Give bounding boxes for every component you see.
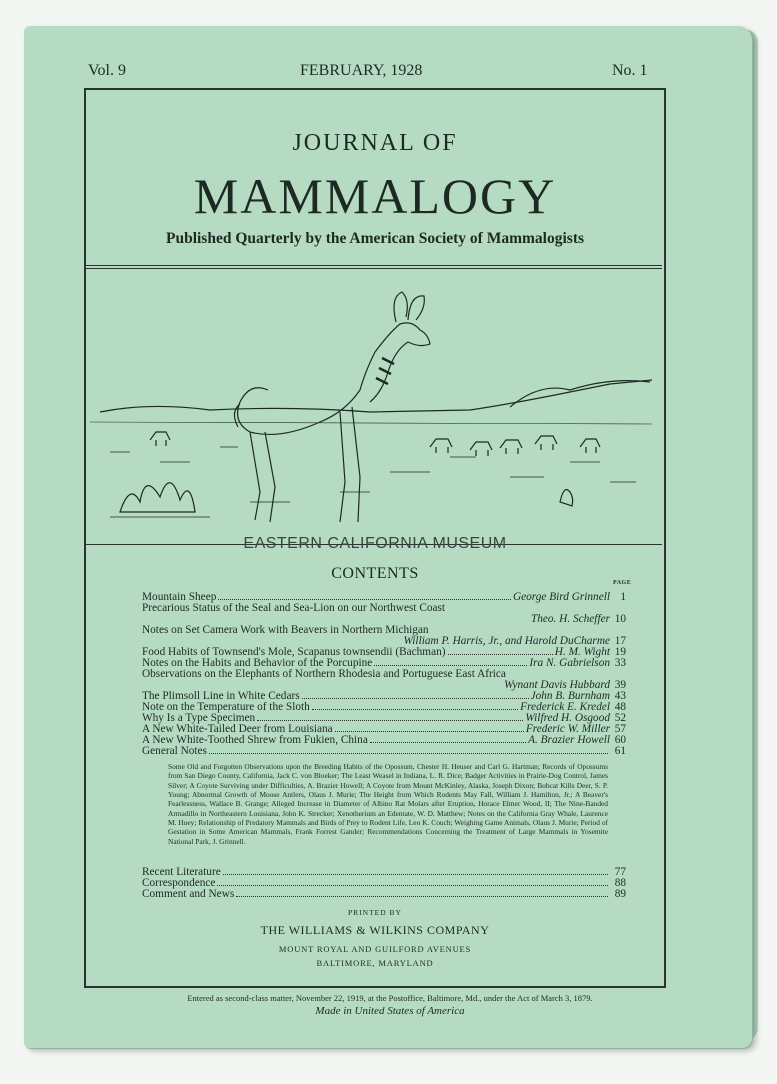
page-column-heading: PAGE bbox=[613, 580, 632, 586]
contents-entry-author: Wynant Davis Hubbard bbox=[504, 679, 610, 691]
printed-by-label: PRINTED BY bbox=[348, 908, 402, 917]
contents-entry bbox=[142, 889, 610, 900]
journal-subtitle: Published Quarterly by the American Society of Mammalogists bbox=[165, 230, 585, 247]
contents-entry-title: Recent Literature bbox=[142, 866, 221, 878]
contents-entry-title: A New White-Tailed Deer from Louisiana bbox=[142, 723, 333, 735]
contents-heading: CONTENTS bbox=[331, 565, 419, 582]
contents-entry bbox=[142, 735, 610, 746]
contents-entry-author: Theo. H. Scheffer bbox=[530, 613, 610, 625]
contents-entry-page: 52 bbox=[614, 712, 626, 724]
contents-entry-page: 10 bbox=[614, 613, 626, 625]
contents-entry-page: 89 bbox=[614, 888, 626, 900]
contents-entry-author: Frederic W. Miller bbox=[525, 723, 610, 735]
issue-number: No. 1 bbox=[612, 62, 648, 79]
contents-entry-title: Precarious Status of the Seal and Sea-Lion on our Northwest Coast bbox=[142, 602, 446, 614]
contents-entry-title: Mountain Sheep bbox=[142, 591, 217, 603]
contents-entry bbox=[142, 746, 610, 757]
dot-leader bbox=[374, 665, 527, 666]
divider-top bbox=[86, 265, 662, 266]
postal-notice: Entered as second-class matter, November 22, 1919, at the Postoffice, Baltimore, Md., under the Act of March 3, 1879. bbox=[187, 993, 593, 1003]
contents-entry-title: A New White-Toothed Shrew from Fukien, China bbox=[142, 734, 368, 746]
dot-leader bbox=[236, 896, 608, 897]
issue-date: FEBRUARY, 1928 bbox=[300, 62, 423, 79]
contents-tail-list bbox=[142, 867, 610, 900]
contents-entry-author: A. Brazier Howell bbox=[528, 734, 610, 746]
dot-leader bbox=[257, 720, 523, 721]
contents-entry-title: Notes on the Habits and Behavior of the Porcupine bbox=[142, 657, 373, 669]
contents-entry-page: 33 bbox=[614, 657, 626, 669]
dot-leader bbox=[335, 731, 524, 732]
contents-entry-title: General Notes bbox=[142, 745, 207, 757]
dot-leader bbox=[448, 654, 553, 655]
printer-address-city: BALTIMORE, MARYLAND bbox=[316, 958, 434, 968]
pronghorn-illustration bbox=[90, 272, 656, 536]
contents-entry-title: Observations on the Elephants of Northern Rhodesia and Portuguese East Africa bbox=[142, 668, 506, 680]
printer-company: THE WILLIAMS & WILKINS COMPANY bbox=[260, 923, 490, 937]
made-in-notice: Made in United States of America bbox=[315, 1005, 465, 1017]
dot-leader bbox=[302, 698, 529, 699]
general-notes-text: Some Old and Forgotten Observations upon the Breeding Habits of the Opossum, Chester H. Heuser and Carl G. Hartman; Records of Opossums from San Diego County, California, Jack C. von Bloeker; The Least Weasel in Indiana, L. R. Dice; Badger Activities in Prairie-Dog Control, James Silver; A Coyote Surviving under Difficulties, A. Brazier Howell; A Coyote from Mount McKinley, Alaska, Joseph Dixon; Bobcat Kills Deer, S. P. Young; Abnormal Growth of Moose Antlers, Olaus J. Murie; The Height from Which Rodents May Fall, William J. Hamilton, Jr.; A Beaver's Fearlessness, Wallace B. Grange; Alleged Increase in Diameter of Albino Rat Molars after Eruption, Horace Elmer Wood, II; The Nine-Banded Armadillo in Northeastern Louisiana, John K. Strecker; Xenotherium an Edentate, W. D. Matthew; Notes on the California Gray Whale, Laurence M. Huey; Relationship of Predatory Mammals and Birds of Prey to Rodent Life, Leo K. Couch; Weighing Game Animals, Olaus J. Murie; Period of Gestation in Some American Mammals, Frank Forrest Gander; Recommendations Concerning the Treatment of Large Mammals in Yosemite National Park, J. Grinnell. bbox=[168, 762, 608, 846]
museum-watermark: EASTERN CALIFORNIA MUSEUM bbox=[243, 535, 507, 552]
contents-entry-author: Frederick E. Kredel bbox=[520, 701, 610, 713]
contents-entry-author: William P. Harris, Jr., and Harold DuCharme bbox=[403, 635, 610, 647]
contents-entry-author: Ira N. Gabrielson bbox=[529, 657, 610, 669]
contents-entry-page: 19 bbox=[614, 646, 626, 658]
contents-entry-page: 88 bbox=[614, 877, 626, 889]
contents-entry-author: George Bird Grinnell bbox=[512, 591, 610, 603]
contents-entry-title: Comment and News bbox=[142, 888, 235, 900]
contents-entry-page: 17 bbox=[614, 635, 626, 647]
journal-title-small: JOURNAL OF bbox=[292, 130, 458, 156]
contents-entry-page: 1 bbox=[620, 591, 626, 603]
contents-entry-author: John B. Burnham bbox=[530, 690, 610, 702]
contents-entry-title: Why Is a Type Specimen bbox=[142, 712, 256, 724]
contents-entry-page: 39 bbox=[614, 679, 626, 691]
divider-top-double bbox=[86, 268, 662, 269]
dot-leader bbox=[209, 753, 608, 754]
contents-entry-page: 61 bbox=[614, 745, 626, 757]
printer-address-street: MOUNT ROYAL AND GUILFORD AVENUES bbox=[278, 944, 472, 954]
contents-entry-page: 57 bbox=[614, 723, 626, 735]
contents-entry-page: 77 bbox=[614, 866, 626, 878]
contents-entry-page: 48 bbox=[614, 701, 626, 713]
contents-entry-page: 43 bbox=[614, 690, 626, 702]
dot-leader bbox=[312, 709, 518, 710]
dot-leader bbox=[223, 874, 608, 875]
contents-entry-author: H. M. Wight bbox=[554, 646, 610, 658]
contents-entry-title: The Plimsoll Line in White Cedars bbox=[142, 690, 300, 702]
contents-entry-title: Correspondence bbox=[142, 877, 216, 889]
contents-list bbox=[142, 592, 610, 757]
dot-leader bbox=[217, 885, 608, 886]
contents-entry-author: Wilfred H. Osgood bbox=[525, 712, 610, 724]
dot-leader bbox=[370, 742, 526, 743]
contents-entry-title: Note on the Temperature of the Sloth bbox=[142, 701, 310, 713]
contents-entry-title: Food Habits of Townsend's Mole, Scapanus townsendii (Bachman) bbox=[142, 646, 446, 658]
contents-entry-title: Notes on Set Camera Work with Beavers in Northern Michigan bbox=[142, 624, 429, 636]
volume-label: Vol. 9 bbox=[88, 62, 126, 79]
journal-title-large: MAMMALOGY bbox=[193, 168, 557, 224]
contents-entry-page: 60 bbox=[614, 734, 626, 746]
dot-leader bbox=[218, 599, 511, 600]
